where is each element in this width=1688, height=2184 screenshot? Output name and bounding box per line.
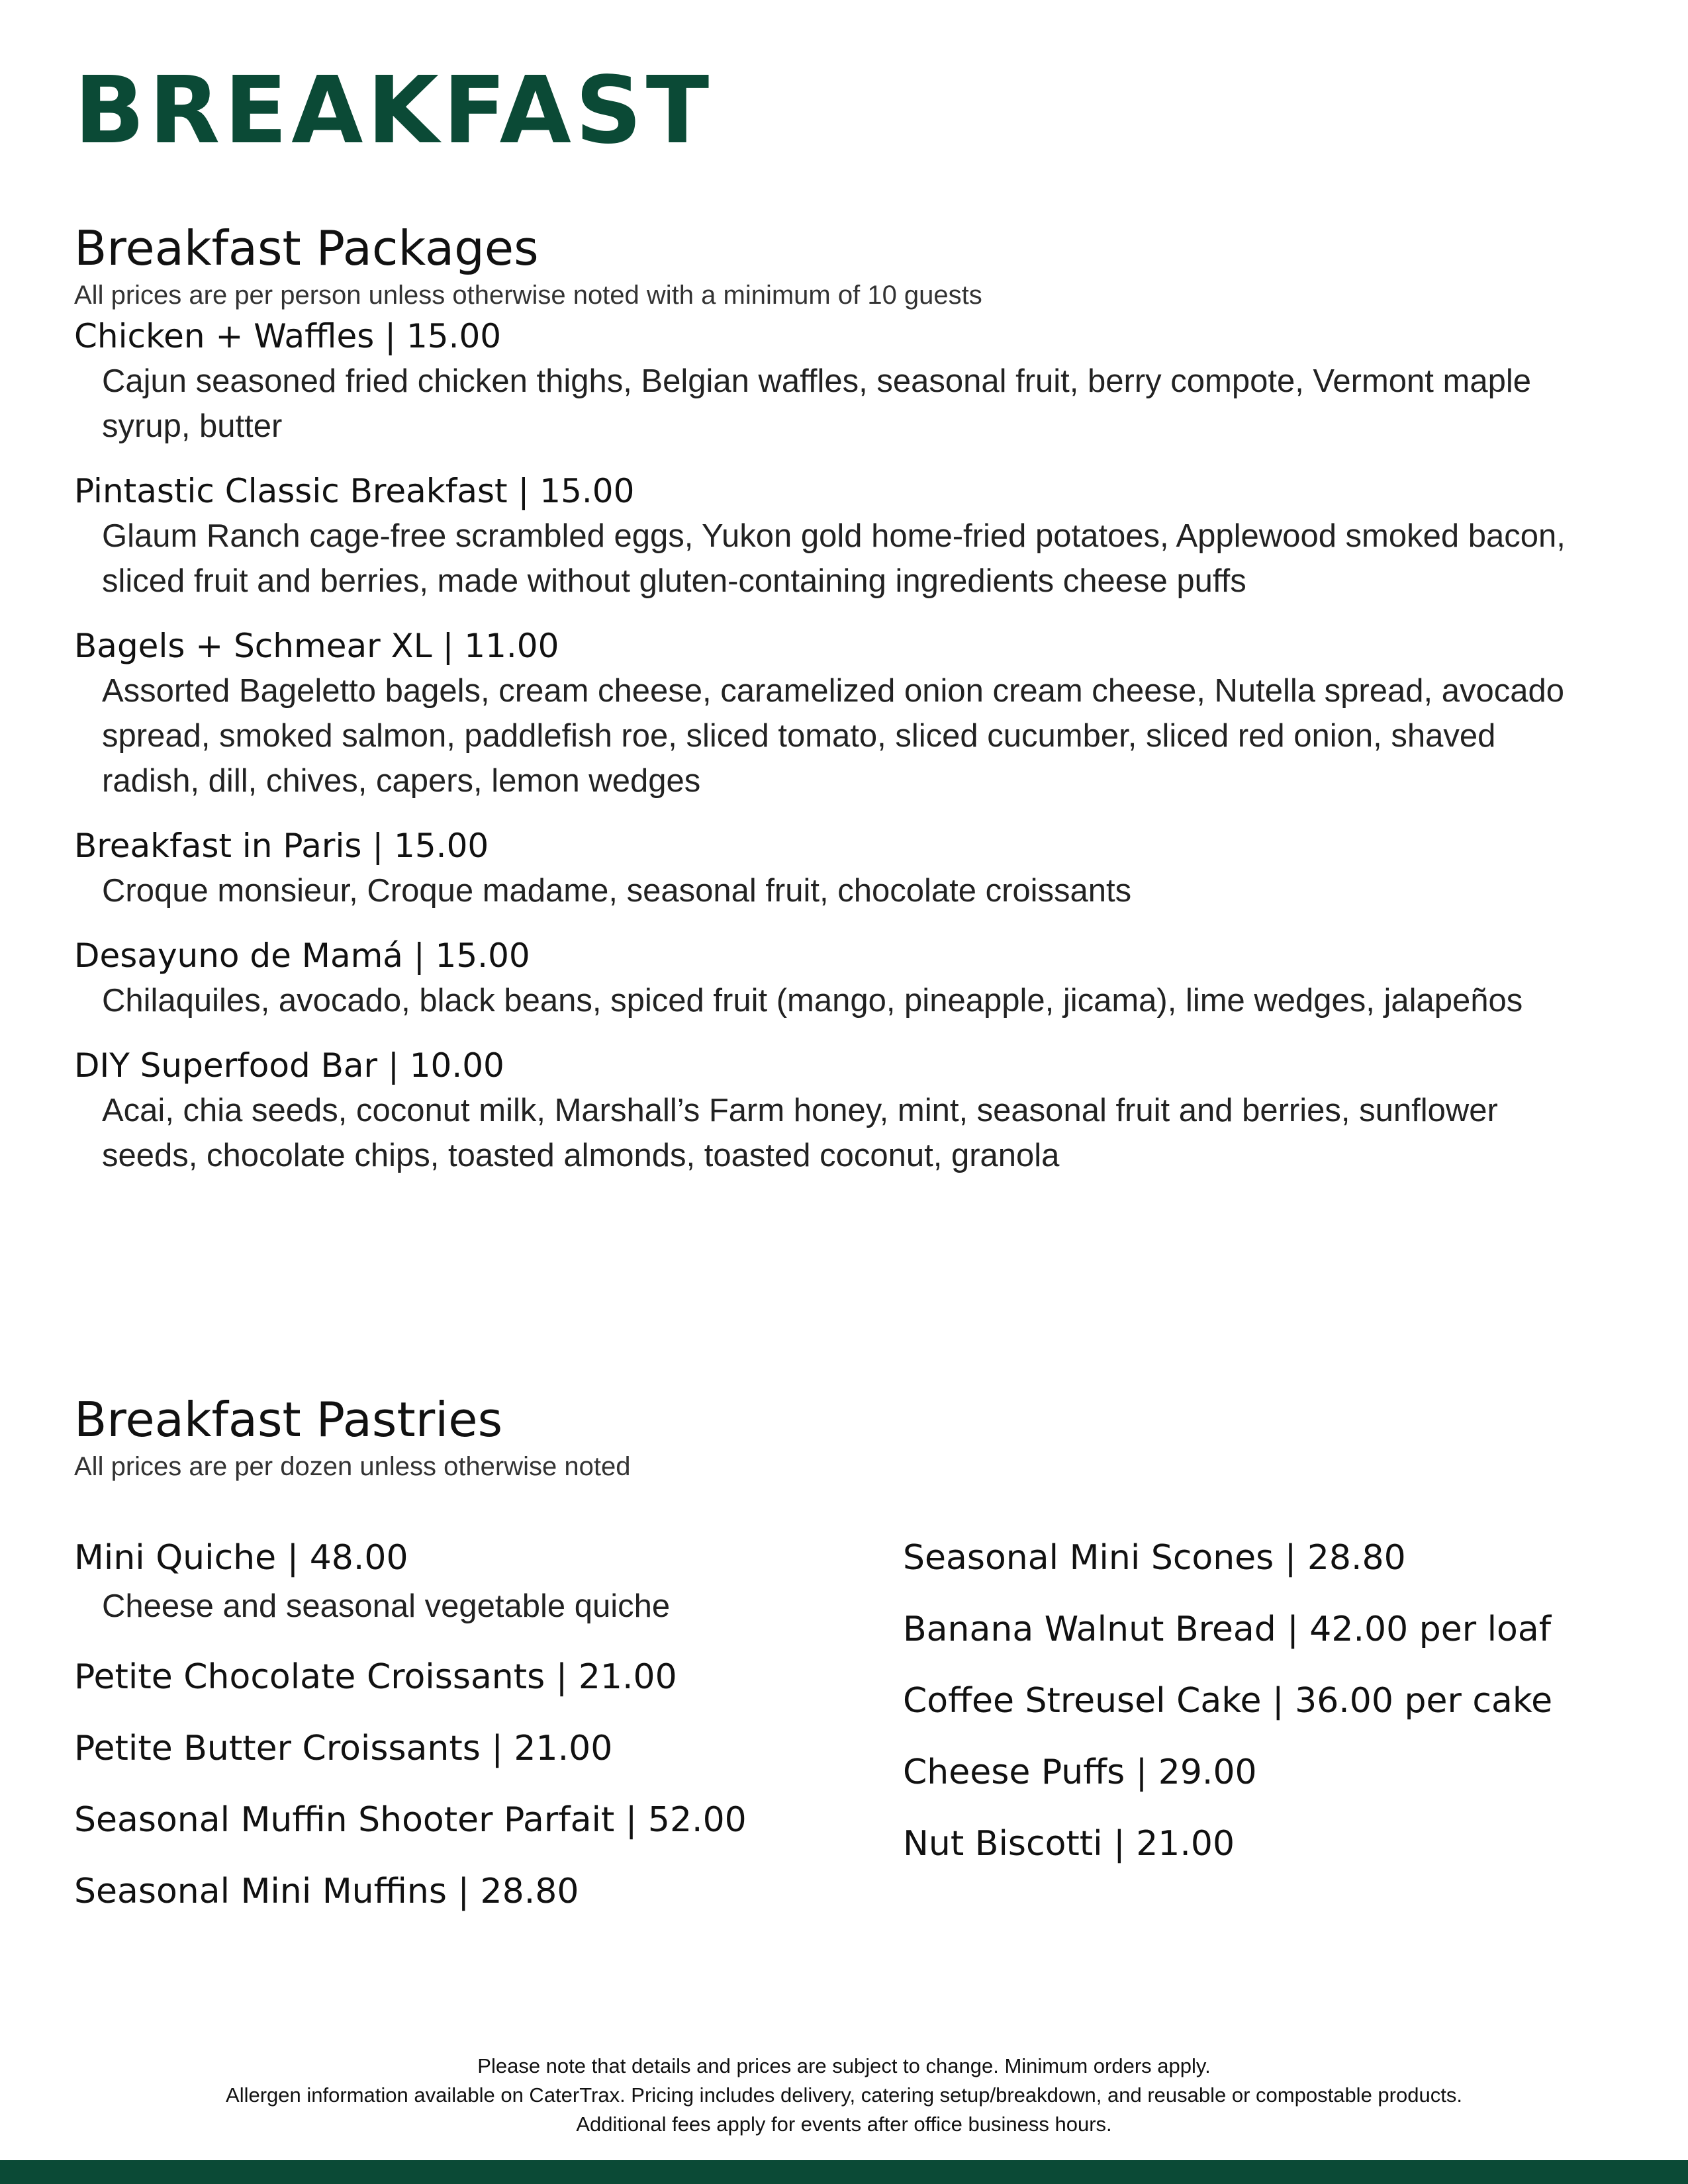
- package-name: Desayuno de Mamá | 15.00: [74, 936, 530, 975]
- package-name: DIY Superfood Bar | 10.00: [74, 1046, 504, 1085]
- pastries-heading: Breakfast Pastries: [74, 1392, 503, 1447]
- package-name: Chicken + Waffles | 15.00: [74, 317, 502, 355]
- package-description: Glaum Ranch cage-free scrambled eggs, Yukon gold home-fried potatoes, Applewood smoked bacon, sliced fruit and berries, made without gluten-containing ingredients cheese puffs: [102, 518, 1566, 599]
- pastry-item: Banana Walnut Bread | 42.00 per loaf: [903, 1610, 1552, 1649]
- page-title: BREAKFAST: [74, 57, 714, 165]
- package-item: [74, 823, 1597, 913]
- package-item: [74, 623, 1597, 803]
- pastry-item: Seasonal Mini Muffins | 28.80: [74, 1872, 579, 1911]
- pastry-item: Nut Biscotti | 21.00: [903, 1824, 1235, 1864]
- footer-line: Please note that details and prices are subject to change. Minimum orders apply.: [477, 2054, 1211, 2077]
- footer-line: Allergen information available on CaterTrax. Pricing includes delivery, catering setup/breakdown, and reusable or compostable products.: [226, 2083, 1462, 2107]
- package-item: [74, 1043, 1597, 1178]
- package-description: Assorted Bageletto bagels, cream cheese, caramelized onion cream cheese, Nutella spread, avocado spread, smoked salmon, paddlefish roe, sliced tomato, sliced cucumber, sliced red onion, shaved radish, dill, chives, capers, lemon wedges: [102, 673, 1564, 799]
- pastry-item: Seasonal Mini Scones | 28.80: [903, 1538, 1406, 1578]
- pastries-list: [74, 1535, 1597, 1933]
- pastries-note: All prices are per dozen unless otherwise noted: [74, 1452, 631, 1481]
- package-description: Acai, chia seeds, coconut milk, Marshall’s Farm honey, mint, seasonal fruit and berries, sunflower seeds, chocolate chips, toasted almonds, toasted coconut, granola: [102, 1093, 1498, 1173]
- packages-section: [74, 218, 1597, 1198]
- package-name: Breakfast in Paris | 15.00: [74, 827, 489, 865]
- pastries-left-column: [74, 1535, 868, 1940]
- bottom-color-bar: [0, 2160, 1688, 2184]
- pastry-item: Petite Chocolate Croissants | 21.00: [74, 1657, 677, 1697]
- pastry-item: Seasonal Muffin Shooter Parfait | 52.00: [74, 1800, 747, 1840]
- pastry-description: Cheese and seasonal vegetable quiche: [102, 1588, 671, 1624]
- package-name: Pintastic Classic Breakfast | 15.00: [74, 472, 635, 510]
- package-description: Cajun seasoned fried chicken thighs, Belgian waffles, seasonal fruit, berry compote, Vermont maple syrup, butter: [102, 363, 1531, 444]
- package-item: [74, 933, 1597, 1023]
- packages-heading: Breakfast Packages: [74, 220, 539, 276]
- pastries-right-column: [903, 1535, 1631, 1893]
- pastry-item: Mini Quiche | 48.00: [74, 1538, 408, 1578]
- package-item: [74, 314, 1597, 449]
- pastry-item: Coffee Streusel Cake | 36.00 per cake: [903, 1681, 1553, 1721]
- package-description: Croque monsieur, Croque madame, seasonal fruit, chocolate croissants: [102, 873, 1132, 909]
- package-description: Chilaquiles, avocado, black beans, spiced fruit (mango, pineapple, jicama), lime wedges, jalapeños: [102, 983, 1523, 1019]
- pastry-item: Petite Butter Croissants | 21.00: [74, 1729, 613, 1768]
- pastries-section: [74, 1390, 1597, 1484]
- footer-line: Additional fees apply for events after office business hours.: [576, 2113, 1112, 2136]
- pastry-item: Cheese Puffs | 29.00: [903, 1752, 1257, 1792]
- footer-notes: [0, 2052, 1688, 2139]
- package-name: Bagels + Schmear XL | 11.00: [74, 627, 559, 665]
- packages-note: All prices are per person unless otherwise noted with a minimum of 10 guests: [74, 281, 982, 310]
- package-item: [74, 469, 1597, 604]
